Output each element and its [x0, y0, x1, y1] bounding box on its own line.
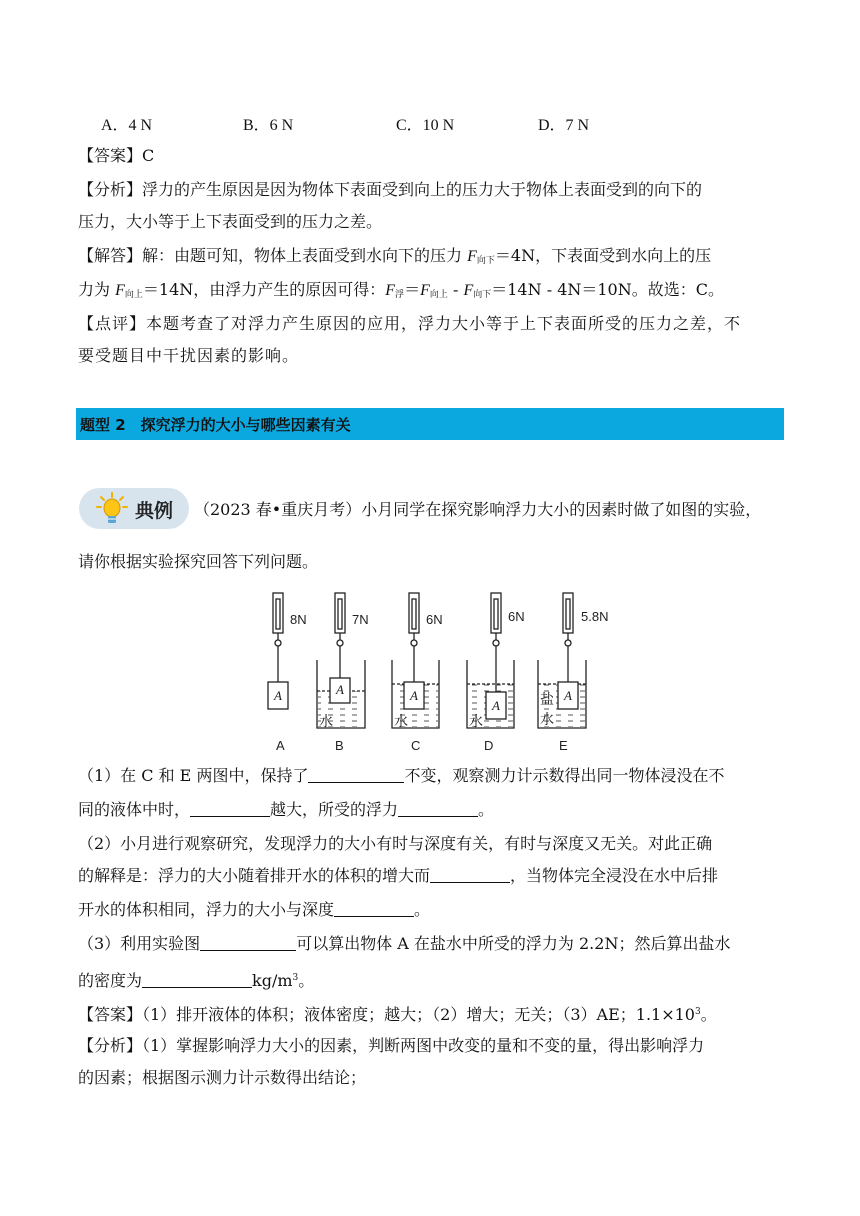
example-badge	[79, 488, 189, 529]
lightbulb-icon	[95, 492, 129, 526]
option-a: A．4 N	[101, 117, 153, 134]
figure-label-b: B	[335, 738, 344, 753]
question-2-line-1: （2）小月进行观察研究，发现浮力的大小有时与深度有关，有时与深度又无关。对此正确	[78, 834, 713, 853]
solution-line-2: 力为 $F_{向上}=14N$，由浮力产生的原因可得：$F_浮=F_{向上} - F_{向下}=14N - 4N=10N$。故选：C。	[78, 280, 724, 300]
liquid-label-c: 水	[394, 713, 408, 729]
question-2-line-3: 开水的体积相同，浮力的大小与深度 。	[78, 900, 431, 919]
figure-label-e: E	[559, 738, 568, 753]
buoyancy-experiment-figure	[255, 586, 627, 758]
spring-scale-d	[467, 593, 514, 728]
figure-label-c: C	[411, 738, 421, 753]
block-label-b: A	[336, 682, 344, 697]
liquid-label-d: 水	[469, 713, 483, 729]
example-intro-2: 请你根据实验探究回答下列问题。	[78, 552, 319, 571]
option-b: B．6 N	[243, 117, 294, 134]
section-title: 题型 2 探究浮力的大小与哪些因素有关	[80, 416, 351, 434]
question-3-line-1: （3）利用实验图 可以算出物体 A 在盐水中所受的浮力为 2.2N；然后算出盐水	[78, 934, 731, 953]
block-label-c: A	[410, 688, 418, 703]
option-c: C．10 N	[396, 117, 455, 134]
section-banner	[76, 408, 784, 440]
answer-blank[interactable]	[190, 802, 270, 817]
question-2-line-2: 的解释是：浮力的大小随着排开水的体积的增大而 ，当物体完全浸没在水中后排	[78, 866, 719, 885]
solution-line-1: 【解答】解：由题可知，物体上表面受到水向下的压力 $F_{向下}=4N$，下表面受到水向上的压	[78, 246, 712, 266]
answer-blank[interactable]	[430, 868, 510, 883]
reading-c: 6N	[426, 612, 443, 627]
answer-blank[interactable]	[398, 802, 478, 817]
example-intro-1: （2023 春•重庆月考）小月同学在探究影响浮力大小的因素时做了如图的实验，	[194, 500, 762, 519]
answer-blank[interactable]	[200, 936, 296, 951]
question-3-line-2: 的密度为 $kg/m^3$。	[78, 971, 315, 990]
reading-d: 6N	[508, 609, 525, 624]
reading-a: 8N	[290, 612, 307, 627]
answer-blank[interactable]	[334, 902, 414, 917]
answer-2-line: 【答案】（1）排开液体的体积；液体密度；越大；（2）增大；无关；（3）AE；$1.1\times 10^3$。	[78, 1005, 717, 1024]
spring-scale-e	[538, 593, 586, 728]
liquid-label-e-water: 水	[540, 711, 554, 727]
block-label-d: A	[492, 698, 500, 713]
figure-label-a: A	[276, 738, 285, 753]
analysis-line-2: 压力，大小等于上下表面受到的压力之差。	[78, 212, 383, 231]
option-d: D．7 N	[538, 117, 590, 134]
block-label-e: A	[564, 688, 572, 703]
reading-e: 5.8N	[581, 609, 609, 624]
analysis-2-line-1: 【分析】（1）掌握影响浮力大小的因素，判断两图中改变的量和不变的量，得出影响浮力	[78, 1036, 705, 1055]
analysis-line-1: 【分析】浮力的产生原因是因为物体下表面受到向上的压力大于物体上表面受到的向下的	[78, 180, 703, 199]
reading-b: 7N	[352, 612, 369, 627]
comment-line-2: 要受题目中干扰因素的影响。	[78, 346, 300, 365]
figure-label-d: D	[484, 738, 494, 753]
liquid-label-b: 水	[319, 713, 333, 729]
liquid-label-e-salt: 盐	[540, 691, 554, 707]
analysis-2-line-2: 的因素；根据图示测力计示数得出结论；	[78, 1068, 367, 1087]
answer-blank[interactable]	[308, 768, 404, 783]
question-1-line-2: 同的液体中时， 越大，所受的浮力 。	[78, 800, 495, 819]
example-badge-label: 典例	[135, 500, 174, 522]
comment-line-1: 【点评】本题考查了对浮力产生原因的应用，浮力大小等于上下表面所受的压力之差，不	[78, 314, 742, 333]
block-label-a: A	[274, 688, 282, 703]
question-1-line-1: （1）在 C 和 E 两图中，保持了 不变，观察测力计示数得出同一物体浸没在不	[78, 766, 725, 785]
answer-line: 【答案】C	[78, 146, 155, 165]
answer-blank[interactable]	[142, 973, 252, 988]
